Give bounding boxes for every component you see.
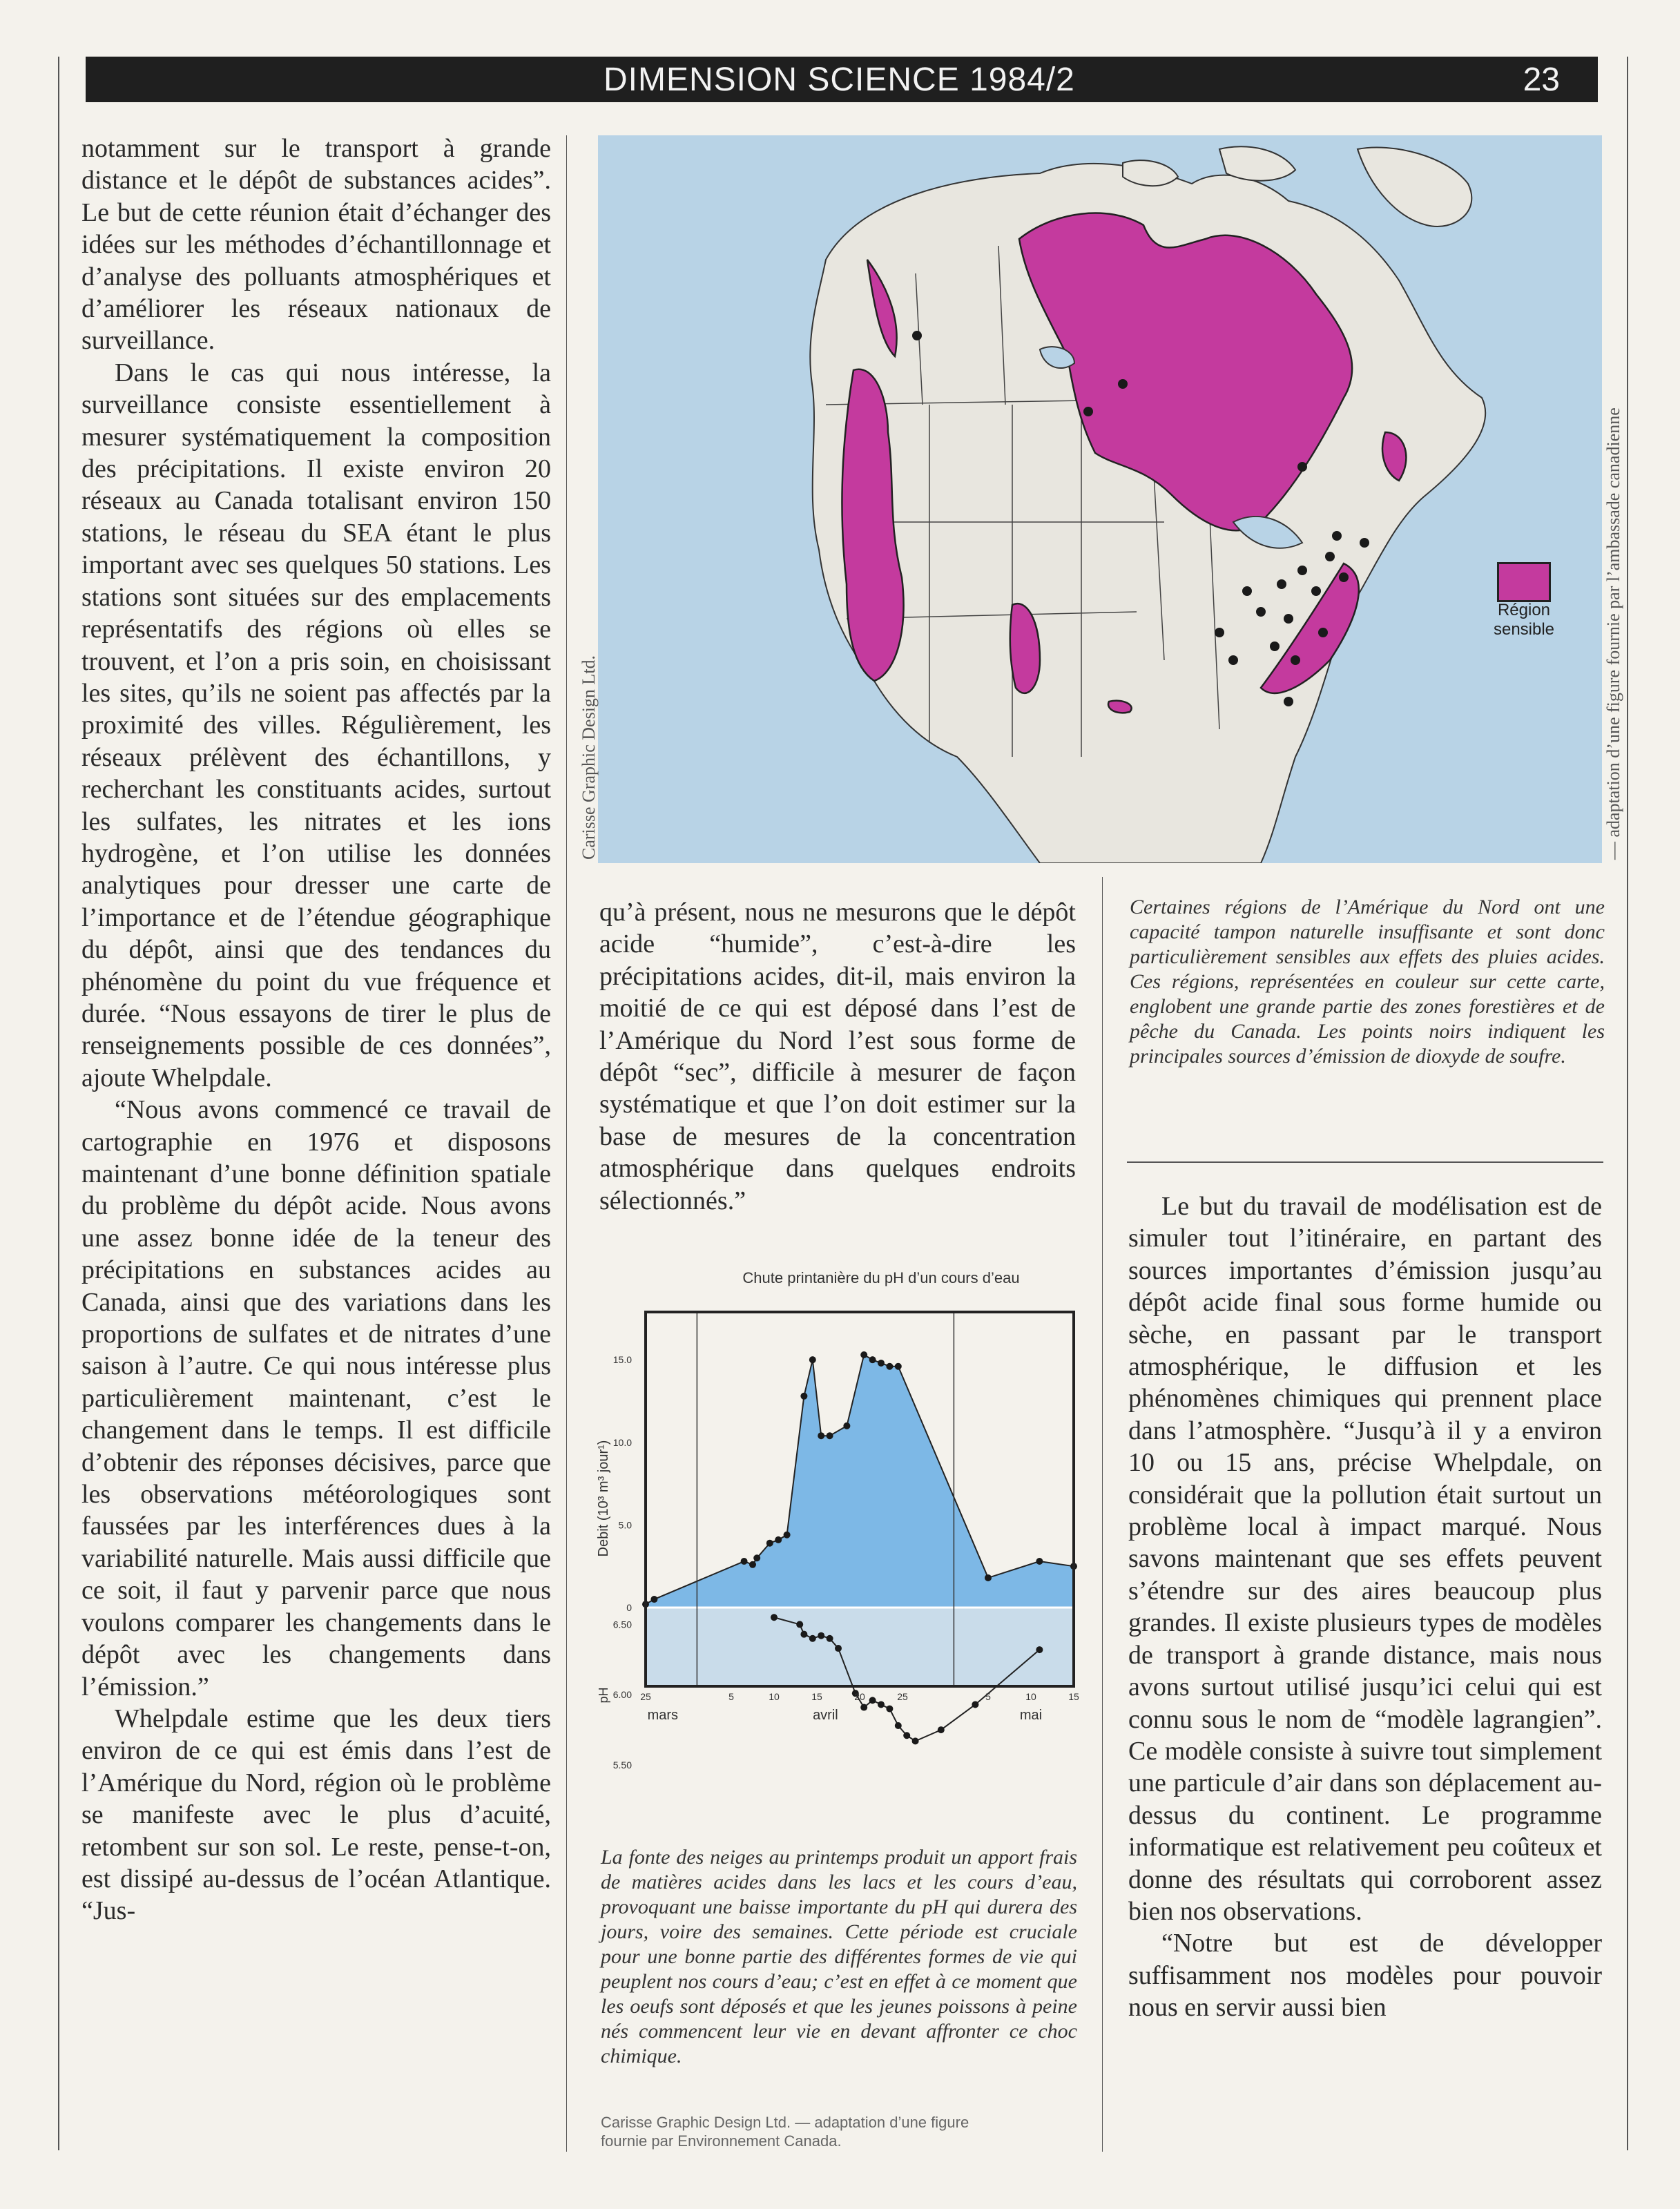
ph-point — [800, 1631, 807, 1638]
ph-point — [827, 1635, 833, 1642]
discharge-point — [895, 1363, 902, 1370]
discharge-point — [886, 1363, 893, 1370]
paragraph: notamment sur le transport à grande distance et le dépôt de substances acides”. Le but de cette réunion était d’échanger des idées sur les méthodes d’échantillonnage et d’analyse des polluants atmosphériques et d’améliorer les réseaux nationaux de surveillance. — [81, 134, 551, 356]
legend-line: Région — [1497, 601, 1551, 619]
ph-point — [895, 1722, 902, 1729]
y-tick-label: 10.0 — [612, 1436, 632, 1448]
discharge-point — [741, 1558, 748, 1565]
legend-line: sensible — [1493, 620, 1555, 639]
page-number: 23 — [1523, 61, 1560, 98]
discharge-point — [753, 1554, 760, 1561]
ph-point — [912, 1737, 919, 1744]
article-column-2 — [599, 896, 1076, 1217]
discharge-area — [646, 1355, 1074, 1608]
paragraph: Dans le cas qui nous intéresse, la surveillance consiste essentiellement à mesurer systématiquement la composition des précipitations. Il existe environ 20 réseaux au Canada totalisant environ 150 stations, le réseau du SEA étant le plus important avec ses quelques 50 stations. Les stations sont situées sur des emplacements représentatifs des régions où elles se trouvent, et l’on a pris soin, en choisissant les sites, qu’ils ne soient pas affectés par la proximité des villes. Régulièrement, les réseaux prélèvent des échantillons, y recherchant les constituants acides, surtout les sulfates, les nitrates et les ions hydrogène, et l’on utilise les données analytiques pour dresser une carte de l’importance et de l’étendue géographique du dépôt, ainsi que des tendances du phénomène du point du vue fréquence et durée. “Nous essayons de tirer le plus de renseignements possible de ces données”, ajoute Whelpdale. — [81, 358, 551, 1092]
month-label: avril — [813, 1708, 838, 1723]
ph-point — [903, 1732, 910, 1739]
month-label: mai — [1019, 1708, 1043, 1723]
credit-line: Carisse Graphic Design Ltd. — adaptation d’une figure — [601, 2114, 969, 2131]
discharge-point — [818, 1432, 824, 1439]
paragraph: “Nous avons commencé ce travail de cartographie en 1976 et disposons maintenant d’une bonne définition spatiale du problème du dépôt acide. Nous avons une assez bonne idée de la teneur des précipitations en substances acides au Canada, ainsi que des variations dans les proportions de sulfates et de nitrates d’une saison à l’autre. Ce qui nous intéresse plus particulièrement maintenant, c’est le changement dans le temps. Il est difficile d’obtenir des réponses décisives, parce que les observations météorologiques sont faussées par les interférences dues à la variabilité naturelle. Mais aussi difficile que ce soit, il faut y parvenir parce que nous voulons comparer les changements dans le dépôt avec les changements dans l’émission.” — [81, 1095, 551, 1701]
y-axis-label-top: Debit (10³ m³ jour¹) — [596, 1440, 611, 1557]
acid-sensitivity-map — [598, 135, 1602, 863]
ph-point — [860, 1704, 867, 1711]
ph-point — [886, 1706, 893, 1713]
ph-point — [938, 1726, 945, 1733]
ph-point — [1036, 1646, 1043, 1653]
map-credit-left: Carisse Graphic Design Ltd. — [579, 655, 599, 860]
legend-label — [1479, 601, 1569, 639]
chart-title: Chute printanière du pH d’un cours d’eau — [742, 1269, 1020, 1286]
month-label: mars — [647, 1708, 679, 1723]
ph-point — [809, 1635, 816, 1642]
article-column-3 — [1128, 1190, 1602, 2024]
article-column-1 — [81, 133, 551, 1927]
arctic-island — [1219, 146, 1295, 180]
x-tick-label: 25 — [897, 1691, 908, 1702]
paragraph: “Notre but est de développer suffisamment nos modèles pour pouvoir nous en servir aussi bien — [1128, 1929, 1602, 2023]
ph-point — [835, 1645, 842, 1652]
y-tick-label: 6.50 — [612, 1619, 632, 1630]
discharge-point — [800, 1393, 807, 1400]
discharge-point — [766, 1540, 773, 1547]
x-tick-label: 5 — [728, 1691, 734, 1702]
discharge-point — [784, 1532, 791, 1538]
ph-point — [818, 1632, 824, 1639]
ph-point — [796, 1621, 803, 1628]
arctic-island — [1123, 160, 1178, 186]
journal-title: DIMENSION SCIENCE 1984/2 — [604, 61, 1075, 98]
x-tick-label: 10 — [769, 1691, 780, 1702]
legend-swatch — [1497, 562, 1551, 602]
x-tick-label: 10 — [1025, 1691, 1036, 1702]
y-axis-label-bottom: pH — [597, 1687, 610, 1704]
discharge-point — [878, 1360, 885, 1367]
page-header — [86, 57, 1598, 102]
chart-caption: La fonte des neiges au printemps produit un apport frais de matières acides dans les lacs et les cours d’eau, provoquant une baisse importante du pH qui durera des jours, voire des semaines. Cette période est cruciale pour une bonne partie des différentes formes de vie qui peuplent nos cours d’eau; c’est en effet à ce moment que les oeufs sont déposés et que les jeunes poissons à peine nés commencent leur vie en devant affronter ce choc chimique. — [601, 1846, 1077, 2067]
paragraph: Le but du travail de modélisation est de simuler tout l’itinéraire, en partant des sources importantes d’émission jusqu’au dépôt acide final sous forme humide ou sèche, en passant par le transport atmosphérique, le diffusion et les phénomènes chimiques qui prennent place dans l’atmosphère. “Jusqu’à il y a environ 10 ou 15 ans, précise Whelpdale, on considérait que la pollution était surtout un problème local à impact marqué. Nous savons maintenant que ses effets peuvent s’étendre sur des aires beaucoup plus grandes. Il existe plusieurs types de modèles de transport à grande distance, mais nous avons surtout utilisé jusqu’ici celui qui est connu sous le nom de “modèle lagrangien”. Ce modèle consiste à suivre tout simplement une particule d’air dans son déplacement au-dessus du continent. Le programme informatique est relativement peu coûteux et donne des résultats qui corroborent assez bien nos observations. — [1128, 1192, 1602, 1926]
discharge-point — [860, 1351, 867, 1358]
discharge-point — [869, 1356, 876, 1363]
y-tick-label: 5.0 — [618, 1519, 632, 1531]
greenland-land — [1358, 147, 1471, 226]
right-margin-rule — [1627, 57, 1628, 2150]
discharge-point — [749, 1561, 756, 1568]
y-tick-label: 0 — [626, 1602, 632, 1613]
section-divider — [1127, 1161, 1603, 1163]
paragraph: Whelpdale estime que les deux tiers environ de ce qui est émis dans l’est de l’Amérique du Nord, région où le problème se manifeste avec le plus d’acuité, retombent sur son sol. Le reste, pense-t-on, est dissipé au-dessus de l’océan Atlantique. “Jus- — [81, 1704, 551, 1926]
discharge-point — [650, 1596, 657, 1603]
x-tick-label: 20 — [854, 1691, 865, 1702]
column-rule-2 — [1102, 877, 1103, 2152]
chart-credit — [601, 2113, 1077, 2150]
map-credit-right: — adaptation d’une figure fournie par l’ambassade canadienne — [1603, 407, 1623, 860]
discharge-point — [1036, 1558, 1043, 1565]
paragraph: qu’à présent, nous ne mesurons que le dépôt acide “humide”, c’est-à-dire les précipitations acides, dit-il, mais environ la moitié de ce qui est déposé dans l’est de l’Amérique du Nord l’est sous forme de dépôt “sec”, difficile à mesurer de façon systématique et que l’on doit estimer sur la base de mesures de la concentration atmosphérique dans quelques endroits sélectionnés.” — [599, 898, 1076, 1215]
discharge-point — [809, 1356, 816, 1363]
column-rule-1 — [566, 135, 567, 2152]
credit-line: fournie par Environnement Canada. — [601, 2132, 842, 2150]
map-graphic — [598, 135, 1602, 863]
ph-point — [878, 1701, 885, 1708]
discharge-point — [775, 1536, 782, 1543]
map-caption: Certaines régions de l’Amérique du Nord ont une capacité tampon naturelle insuffisante et sont donc particulièrement sensibles aux effets des pluies acides. Ces régions, représentées en couleur sur cette carte, englobent une grande partie des zones forestières et de pêche du Canada. Les points noirs indiquent les principales sources d’émission de dioxyde de soufre. — [1130, 896, 1605, 1068]
y-tick-label: 15.0 — [612, 1354, 632, 1366]
x-tick-label: 15 — [811, 1691, 822, 1702]
discharge-point — [843, 1422, 850, 1429]
ph-point — [869, 1697, 876, 1704]
x-tick-label: 15 — [1068, 1691, 1079, 1702]
left-margin-rule — [58, 57, 59, 2150]
y-tick-label: 6.00 — [612, 1689, 632, 1701]
x-tick-label: 25 — [640, 1691, 651, 1702]
ph-discharge-chart — [580, 1291, 1091, 1844]
discharge-point — [827, 1432, 833, 1439]
discharge-point — [985, 1574, 992, 1581]
y-tick-label: 5.50 — [612, 1759, 632, 1771]
ph-point — [972, 1701, 978, 1708]
x-tick-label: 5 — [985, 1691, 991, 1702]
ph-point — [771, 1614, 778, 1621]
